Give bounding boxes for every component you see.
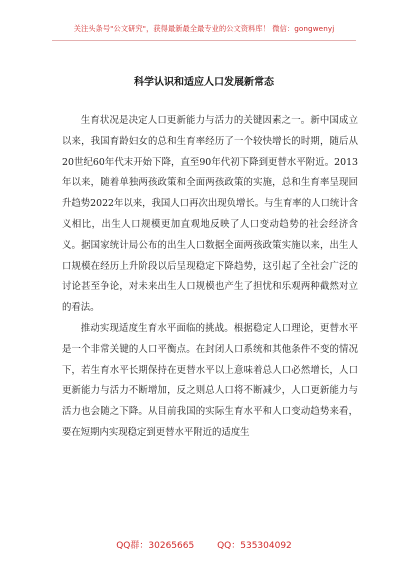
header-notice: 关注头条号"公文研究"，获得最新最全最专业的公文资料库！ 微信：gongwenyj [73, 24, 335, 33]
document-body [62, 111, 358, 444]
footer-qq-group: QQ群：30265665 [116, 541, 195, 551]
footer-contact [0, 538, 408, 551]
paragraph-1: 生育状况是决定人口更新能力与活力的关键因素之一。新中国成立以来，我国育龄妇女的总和生育率经历了一个较快增长的时期，随后从20世纪60年代末开始下降，直至90年代初下降到更替水平附近。2013年以来，随着单独两孩政策和全面两孩政策的实施，总和生育率呈现回升趋势2022年以来，我国人口再次出现负增长。与生育率的人口统计含义相比，出生人口规模更加直观地反映了人口变动趋势的社会经济含义。据国家统计局公布的出生人口数据全面两孩政策实施以来，出生人口规模在经历上升阶段以后呈现稳定下降趋势，这引起了全社会广泛的讨论甚至争论，对未来出生人口规模也产生了担忧和乐观两种截然对立的看法。 [62, 115, 358, 314]
document-title: 科学认识和适应人口发展新常态 [134, 77, 274, 88]
paragraph-2: 推动实现适度生育水平面临的挑战。根据稳定人口理论，更替水平是一个非常关键的人口平衡点。在封闭人口系统和其他条件不变的情况下，若生育水平长期保持在更替水平以上意味着总人口必然增长，人口更新能力与活力不断增加，反之则总人口将不断减少，人口更新能力与活力也会随之下降。从目前我国的实际生育水平和人口变动趋势来看，要在短期内实现稳定到更替水平附近的适度生 [62, 322, 358, 438]
header-divider [52, 40, 356, 41]
footer-qq: QQ：535304092 [217, 541, 292, 551]
